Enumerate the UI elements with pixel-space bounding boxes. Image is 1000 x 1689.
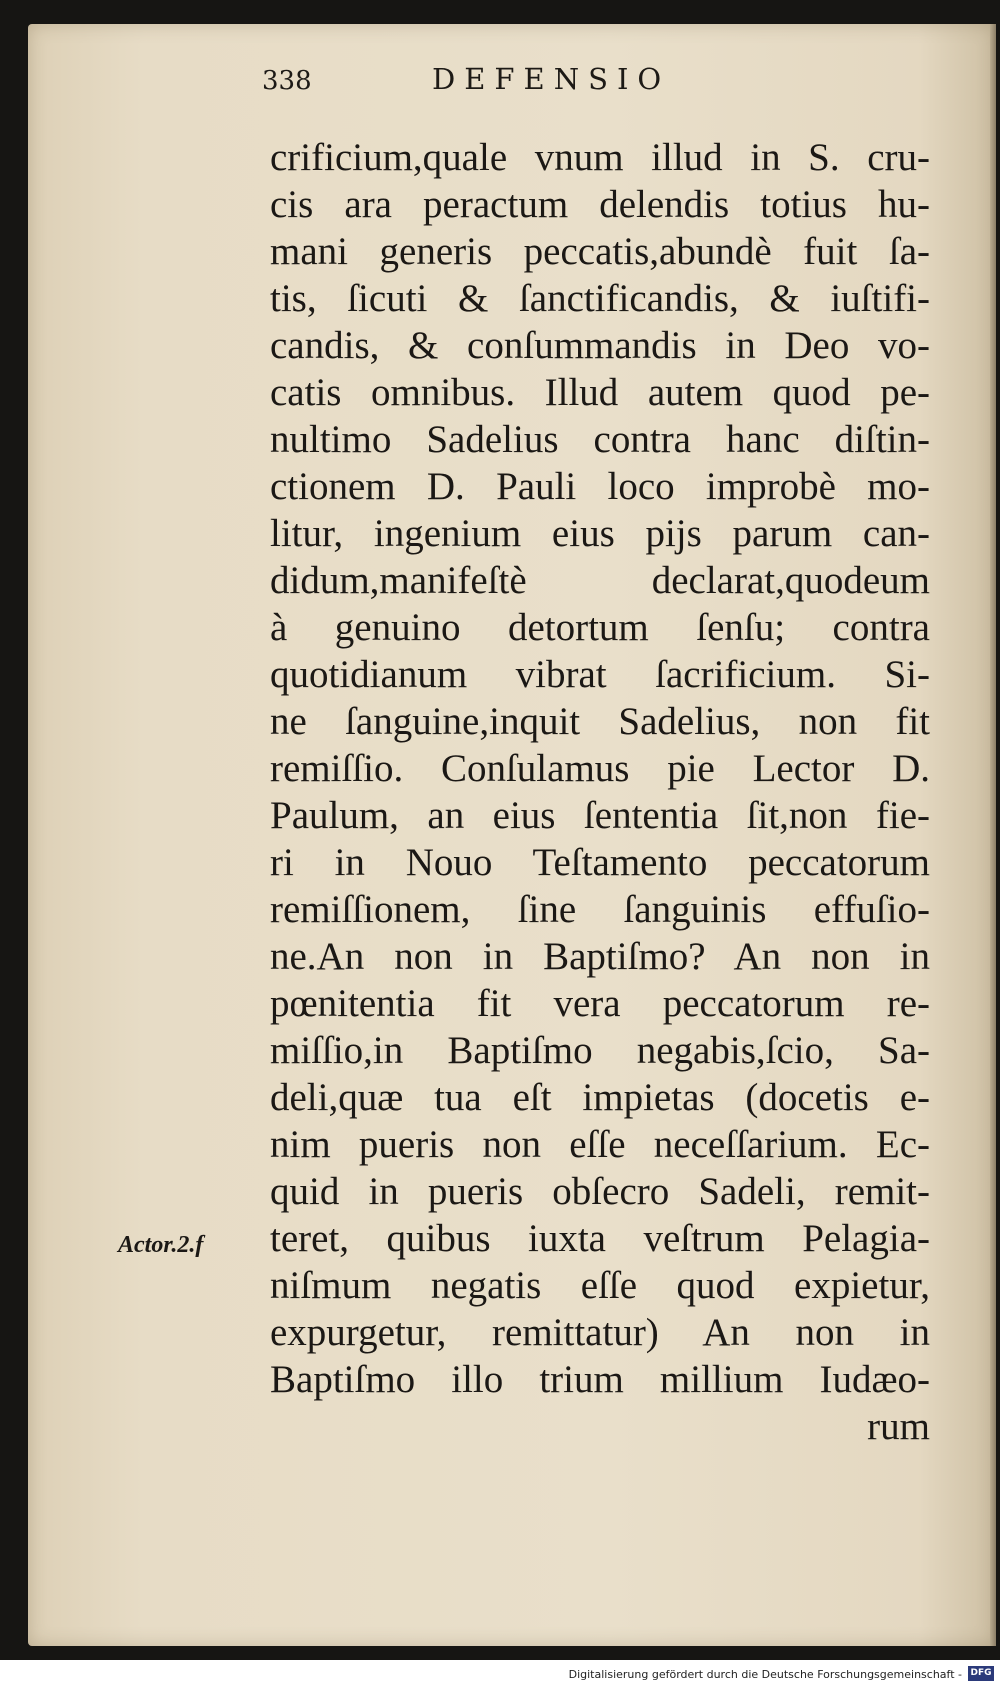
text-line: expurgetur, remittatur) An non in bbox=[270, 1311, 930, 1354]
catchword: rum bbox=[867, 1405, 930, 1448]
text-line: quotidianum vibrat ſacrificium. Si- bbox=[270, 653, 930, 696]
dfg-logo-icon: DFG bbox=[968, 1666, 994, 1681]
text-line: litur, ingenium eius pijs parum can- bbox=[270, 512, 930, 555]
text-line: niſmum negatis eſſe quod expietur, bbox=[270, 1264, 930, 1307]
footer bbox=[0, 1660, 1000, 1689]
page-edge bbox=[990, 24, 996, 1646]
text-line: ctionem D. Pauli loco improbè mo- bbox=[270, 465, 930, 508]
text-line: teret, quibus iuxta veſtrum Pelagia- bbox=[270, 1217, 930, 1260]
text-line: deli,quæ tua eſt impietas (docetis e- bbox=[270, 1076, 930, 1119]
text-line: didum,manifeſtè declarat,quodeum bbox=[270, 559, 930, 602]
footer-credit: Digitalisierung gefördert durch die Deutsche Forschungsgemeinschaft - bbox=[568, 1668, 962, 1681]
margin-note: Actor.2.f bbox=[118, 1232, 204, 1258]
text-line: pœnitentia fit vera peccatorum re- bbox=[270, 982, 930, 1025]
text-line: Paulum, an eius ſententia ſit,non fie- bbox=[270, 794, 930, 837]
text-line: miſſio,in Baptiſmo negabis,ſcio, Sa- bbox=[270, 1029, 930, 1072]
text-line: catis omnibus. Illud autem quod pe- bbox=[270, 371, 930, 414]
text-line: ne.An non in Baptiſmo? An non in bbox=[270, 935, 930, 978]
text-line: crificium,quale vnum illud in S. cru- bbox=[270, 136, 930, 179]
text-line: ri in Nouo Teſtamento peccatorum bbox=[270, 841, 930, 884]
text-line: à genuino detortum ſenſu; contra bbox=[270, 606, 930, 649]
text-line: ne ſanguine,inquit Sadelius, non fit bbox=[270, 700, 930, 743]
body-text bbox=[270, 134, 930, 1450]
text-line: nim pueris non eſſe neceſſarium. Ec- bbox=[270, 1123, 930, 1166]
text-line: remiſſionem, ſine ſanguinis effuſio- bbox=[270, 888, 930, 931]
text-line: quid in pueris obſecro Sadeli, remit- bbox=[270, 1170, 930, 1213]
text-line: mani generis peccatis,abundè fuit ſa- bbox=[270, 230, 930, 273]
text-line: nultimo Sadelius contra hanc diſtin- bbox=[270, 418, 930, 461]
text-line: remiſſio. Conſulamus pie Lector D. bbox=[270, 747, 930, 790]
text-line: cis ara peractum delendis totius hu- bbox=[270, 183, 930, 226]
running-title: DEFENSIO bbox=[432, 62, 671, 96]
text-line: candis, & conſummandis in Deo vo- bbox=[270, 324, 930, 367]
page-number: 338 bbox=[262, 66, 312, 96]
text-line: Baptiſmo illo trium millium Iudæo- bbox=[270, 1358, 930, 1401]
running-head bbox=[262, 62, 962, 102]
text-line: tis, ſicuti & ſanctificandis, & iuſtifi- bbox=[270, 277, 930, 320]
